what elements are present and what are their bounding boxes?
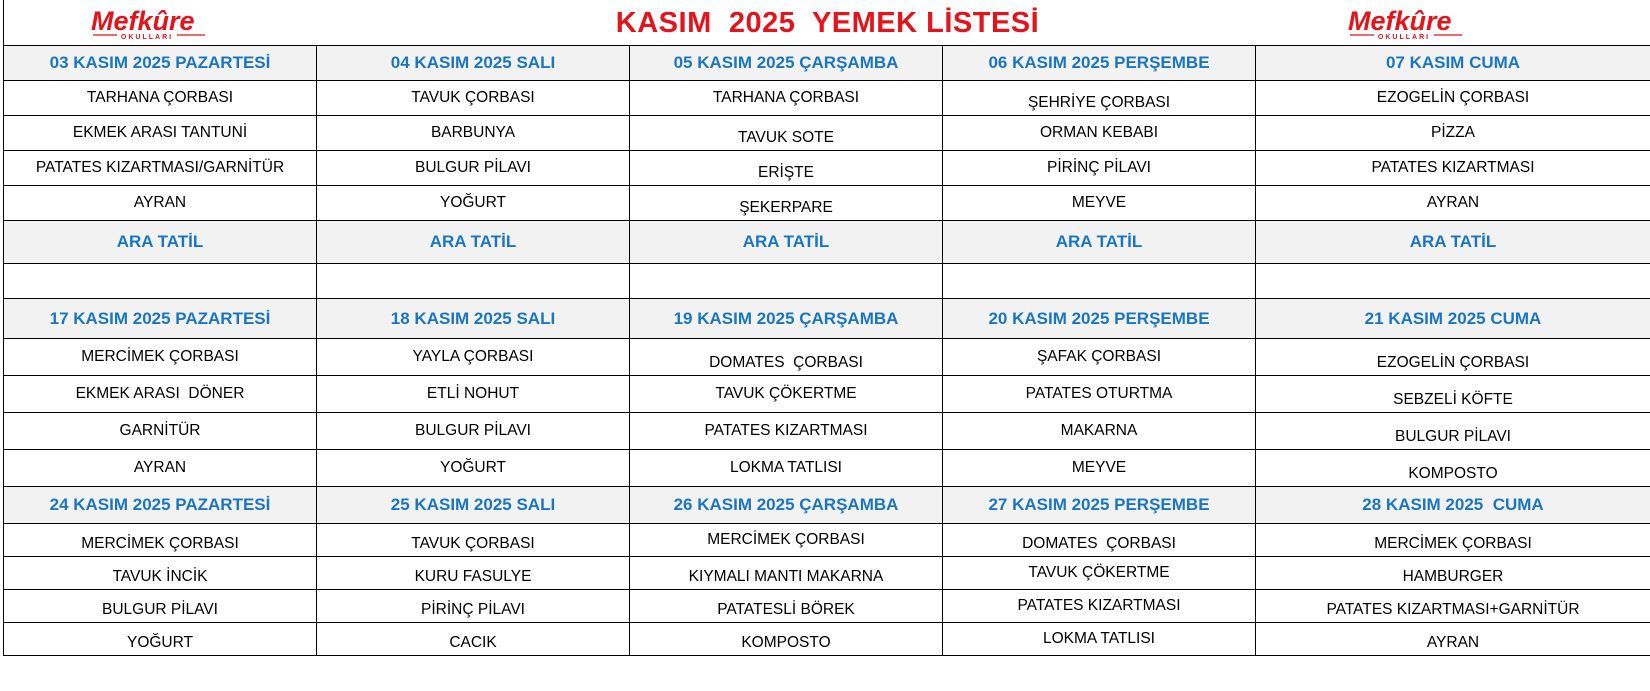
meal-cell: MEYVE (943, 450, 1256, 487)
meal-cell: TARHANA ÇORBASI (4, 81, 317, 116)
meal-row (4, 339, 1650, 376)
sheet-header (3, 0, 1650, 45)
day-header: 04 KASIM 2025 SALI (317, 46, 630, 81)
svg-text:Mefkûre: Mefkûre (1348, 6, 1452, 36)
meal-cell: KURU FASULYE (317, 557, 630, 590)
meal-row (4, 450, 1650, 487)
empty-cell (1256, 264, 1650, 299)
meal-cell: KOMPOSTO (1256, 450, 1650, 487)
meal-cell: PATATESLİ BÖREK (630, 590, 943, 623)
menu-table (3, 45, 1650, 656)
meal-cell: MERCİMEK ÇORBASI (4, 524, 317, 557)
meal-cell: TAVUK SOTE (630, 116, 943, 151)
day-header-row (4, 46, 1650, 81)
meal-cell: PATATES KIZARTMASI+GARNİTÜR (1256, 590, 1650, 623)
page-title: KASIM 2025 YEMEK LİSTESİ (615, 7, 1040, 39)
meal-cell: AYRAN (1256, 623, 1650, 656)
menu-sheet (3, 0, 1650, 691)
meal-row (4, 186, 1650, 221)
meal-cell: PİRİNÇ PİLAVI (943, 151, 1256, 186)
meal-cell: YOĞURT (317, 186, 630, 221)
day-header: 25 KASIM 2025 SALI (317, 487, 630, 524)
day-header-row (4, 487, 1650, 524)
day-header: 06 KASIM 2025 PERŞEMBE (943, 46, 1256, 81)
meal-cell: TAVUK İNCİK (4, 557, 317, 590)
day-header: 21 KASIM 2025 CUMA (1256, 299, 1650, 339)
meal-cell: DOMATES ÇORBASI (630, 339, 943, 376)
meal-cell: EKMEK ARASI TANTUNİ (4, 116, 317, 151)
meal-cell: GARNİTÜR (4, 413, 317, 450)
day-header: 26 KASIM 2025 ÇARŞAMBA (630, 487, 943, 524)
meal-cell: DOMATES ÇORBASI (943, 524, 1256, 557)
meal-cell: EZOGELİN ÇORBASI (1256, 339, 1650, 376)
meal-cell: KIYMALI MANTI MAKARNA (630, 557, 943, 590)
break-label: ARA TATİL (317, 221, 630, 264)
day-header: 07 KASIM CUMA (1256, 46, 1650, 81)
empty-cell (630, 264, 943, 299)
meal-cell: YOĞURT (4, 623, 317, 656)
break-row (4, 221, 1650, 264)
meal-cell: TAVUK ÇORBASI (317, 524, 630, 557)
meal-cell: ŞEHRİYE ÇORBASI (943, 81, 1256, 116)
meal-cell: YOĞURT (317, 450, 630, 487)
meal-cell: AYRAN (1256, 186, 1650, 221)
meal-cell: EZOGELİN ÇORBASI (1256, 81, 1650, 116)
meal-row (4, 557, 1650, 590)
meal-cell: YAYLA ÇORBASI (317, 339, 630, 376)
school-logo-right (1344, 2, 1474, 44)
meal-cell: ETLİ NOHUT (317, 376, 630, 413)
meal-row (4, 524, 1650, 557)
meal-row (4, 81, 1650, 116)
day-header-row (4, 299, 1650, 339)
empty-row (4, 264, 1650, 299)
meal-cell: SEBZELİ KÖFTE (1256, 376, 1650, 413)
meal-cell: LOKMA TATLISI (630, 450, 943, 487)
meal-cell: MERCİMEK ÇORBASI (4, 339, 317, 376)
svg-text:Mefkûre: Mefkûre (91, 6, 195, 36)
meal-cell: ŞAFAK ÇORBASI (943, 339, 1256, 376)
svg-text:OKULLARI: OKULLARI (1377, 34, 1431, 41)
meal-row (4, 376, 1650, 413)
meal-row (4, 151, 1650, 186)
meal-cell: MERCİMEK ÇORBASI (1256, 524, 1650, 557)
meal-cell: BARBUNYA (317, 116, 630, 151)
day-header: 20 KASIM 2025 PERŞEMBE (943, 299, 1256, 339)
meal-cell: PATATES KIZARTMASI (1256, 151, 1650, 186)
break-label: ARA TATİL (943, 221, 1256, 264)
day-header: 18 KASIM 2025 SALI (317, 299, 630, 339)
meal-cell: BULGUR PİLAVI (317, 413, 630, 450)
meal-cell: AYRAN (4, 186, 317, 221)
meal-cell: AYRAN (4, 450, 317, 487)
meal-cell: MEYVE (943, 186, 1256, 221)
day-header: 19 KASIM 2025 ÇARŞAMBA (630, 299, 943, 339)
meal-cell: LOKMA TATLISI (943, 623, 1256, 656)
day-header: 27 KASIM 2025 PERŞEMBE (943, 487, 1256, 524)
meal-cell: KOMPOSTO (630, 623, 943, 656)
meal-cell: BULGUR PİLAVI (4, 590, 317, 623)
meal-cell: PATATES KIZARTMASI (943, 590, 1256, 623)
meal-cell: ERİŞTE (630, 151, 943, 186)
day-header: 24 KASIM 2025 PAZARTESİ (4, 487, 317, 524)
day-header: 05 KASIM 2025 ÇARŞAMBA (630, 46, 943, 81)
day-header: 17 KASIM 2025 PAZARTESİ (4, 299, 317, 339)
meal-cell: BULGUR PİLAVI (1256, 413, 1650, 450)
day-header: 28 KASIM 2025 CUMA (1256, 487, 1650, 524)
meal-cell: TAVUK ÇÖKERTME (630, 376, 943, 413)
meal-cell: ORMAN KEBABI (943, 116, 1256, 151)
day-header: 03 KASIM 2025 PAZARTESİ (4, 46, 317, 81)
meal-cell: HAMBURGER (1256, 557, 1650, 590)
empty-cell (4, 264, 317, 299)
meal-cell: PATATES OTURTMA (943, 376, 1256, 413)
meal-row (4, 116, 1650, 151)
meal-cell: MAKARNA (943, 413, 1256, 450)
meal-cell: PİZZA (1256, 116, 1650, 151)
break-label: ARA TATİL (1256, 221, 1650, 264)
meal-cell: CACIK (317, 623, 630, 656)
meal-cell: TAVUK ÇORBASI (317, 81, 630, 116)
break-label: ARA TATİL (630, 221, 943, 264)
empty-cell (317, 264, 630, 299)
empty-cell (943, 264, 1256, 299)
meal-cell: BULGUR PİLAVI (317, 151, 630, 186)
meal-cell: TAVUK ÇÖKERTME (943, 557, 1256, 590)
break-label: ARA TATİL (4, 221, 317, 264)
meal-cell: MERCİMEK ÇORBASI (630, 524, 943, 557)
meal-cell: PİRİNÇ PİLAVI (317, 590, 630, 623)
meal-cell: EKMEK ARASI DÖNER (4, 376, 317, 413)
svg-text:OKULLARI: OKULLARI (120, 34, 174, 41)
meal-cell: ŞEKERPARE (630, 186, 943, 221)
meal-cell: PATATES KIZARTMASI (630, 413, 943, 450)
meal-row (4, 590, 1650, 623)
meal-cell: TARHANA ÇORBASI (630, 81, 943, 116)
meal-cell: PATATES KIZARTMASI/GARNİTÜR (4, 151, 317, 186)
meal-row (4, 413, 1650, 450)
meal-row (4, 623, 1650, 656)
